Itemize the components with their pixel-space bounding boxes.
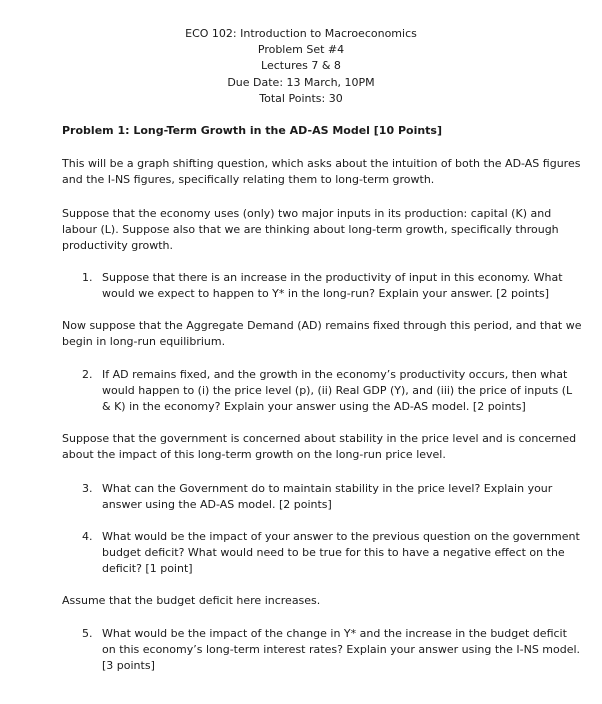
question-points: [3 points] bbox=[102, 659, 155, 672]
question-3 bbox=[82, 481, 582, 513]
question-1 bbox=[82, 270, 582, 302]
problem-set-number: Problem Set #4 bbox=[257, 43, 345, 57]
question-text: Suppose that there is an increase in the productivity of input in this economy. What would we expect to happen to Y* in the long-run? Explain your answer. [2 points] bbox=[102, 271, 563, 300]
setup-paragraph: Suppose that the economy uses (only) two major inputs in its production: capital (K) and labour (L). Suppose also that we are thinking about long-term growth, specifically through productivity growth. bbox=[62, 207, 559, 252]
question-number: 2. bbox=[82, 368, 93, 381]
problem-title: Problem 1: Long-Term Growth in the AD-AS Model [10 Points] bbox=[62, 124, 442, 137]
question-text: What would be the impact of your answer to the previous question on the government budget deficit? What would need to be true for this to have a negative effect on the deficit? [1 point] bbox=[102, 530, 580, 575]
question-text: If AD remains fixed, and the growth in the economy’s productivity occurs, then what would happen to (i) the price level (p), (ii) Real GDP (Y), and (iii) the price of inputs (L & K) in the economy? Explain your answer using the AD-AS model. [2 points] bbox=[102, 368, 573, 413]
budget-paragraph: Assume that the budget deficit here increases. bbox=[62, 594, 321, 607]
question-text: What can the Government do to maintain stability in the price level? Explain your answer using the AD-AS model. [2 points] bbox=[102, 482, 553, 511]
question-number: 3. bbox=[82, 482, 93, 495]
ad-paragraph: Now suppose that the Aggregate Demand (AD) remains fixed through this period, and that we begin in long-run equilibrium. bbox=[62, 319, 582, 348]
question-number: 1. bbox=[82, 271, 93, 284]
question-text bbox=[102, 626, 582, 674]
question-5 bbox=[82, 626, 582, 674]
document-header bbox=[0, 26, 602, 107]
question-number: 5. bbox=[82, 627, 93, 640]
question-number: 4. bbox=[82, 530, 93, 543]
total-points: Total Points: 30 bbox=[259, 91, 343, 105]
course-title: ECO 102: Introduction to Macroeconomics bbox=[185, 27, 417, 40]
question-body: What would be the impact of the change in Y* and the increase in the budget deficit on this economy’s long-term interest rates? Explain your answer using the I-NS model. bbox=[102, 627, 581, 656]
government-paragraph: Suppose that the government is concerned about stability in the price level and is concerned about the impact of this long-term growth on the long-run price level. bbox=[62, 432, 577, 461]
intro-paragraph: This will be a graph shifting question, which asks about the intuition of both the AD-AS figures and the I-NS figures, specifically relating them to long-term growth. bbox=[62, 157, 581, 186]
due-date: Due Date: 13 March, 10PM bbox=[227, 75, 375, 89]
lectures-covered: Lectures 7 & 8 bbox=[261, 59, 341, 73]
question-4 bbox=[82, 529, 582, 577]
question-2 bbox=[82, 367, 582, 415]
